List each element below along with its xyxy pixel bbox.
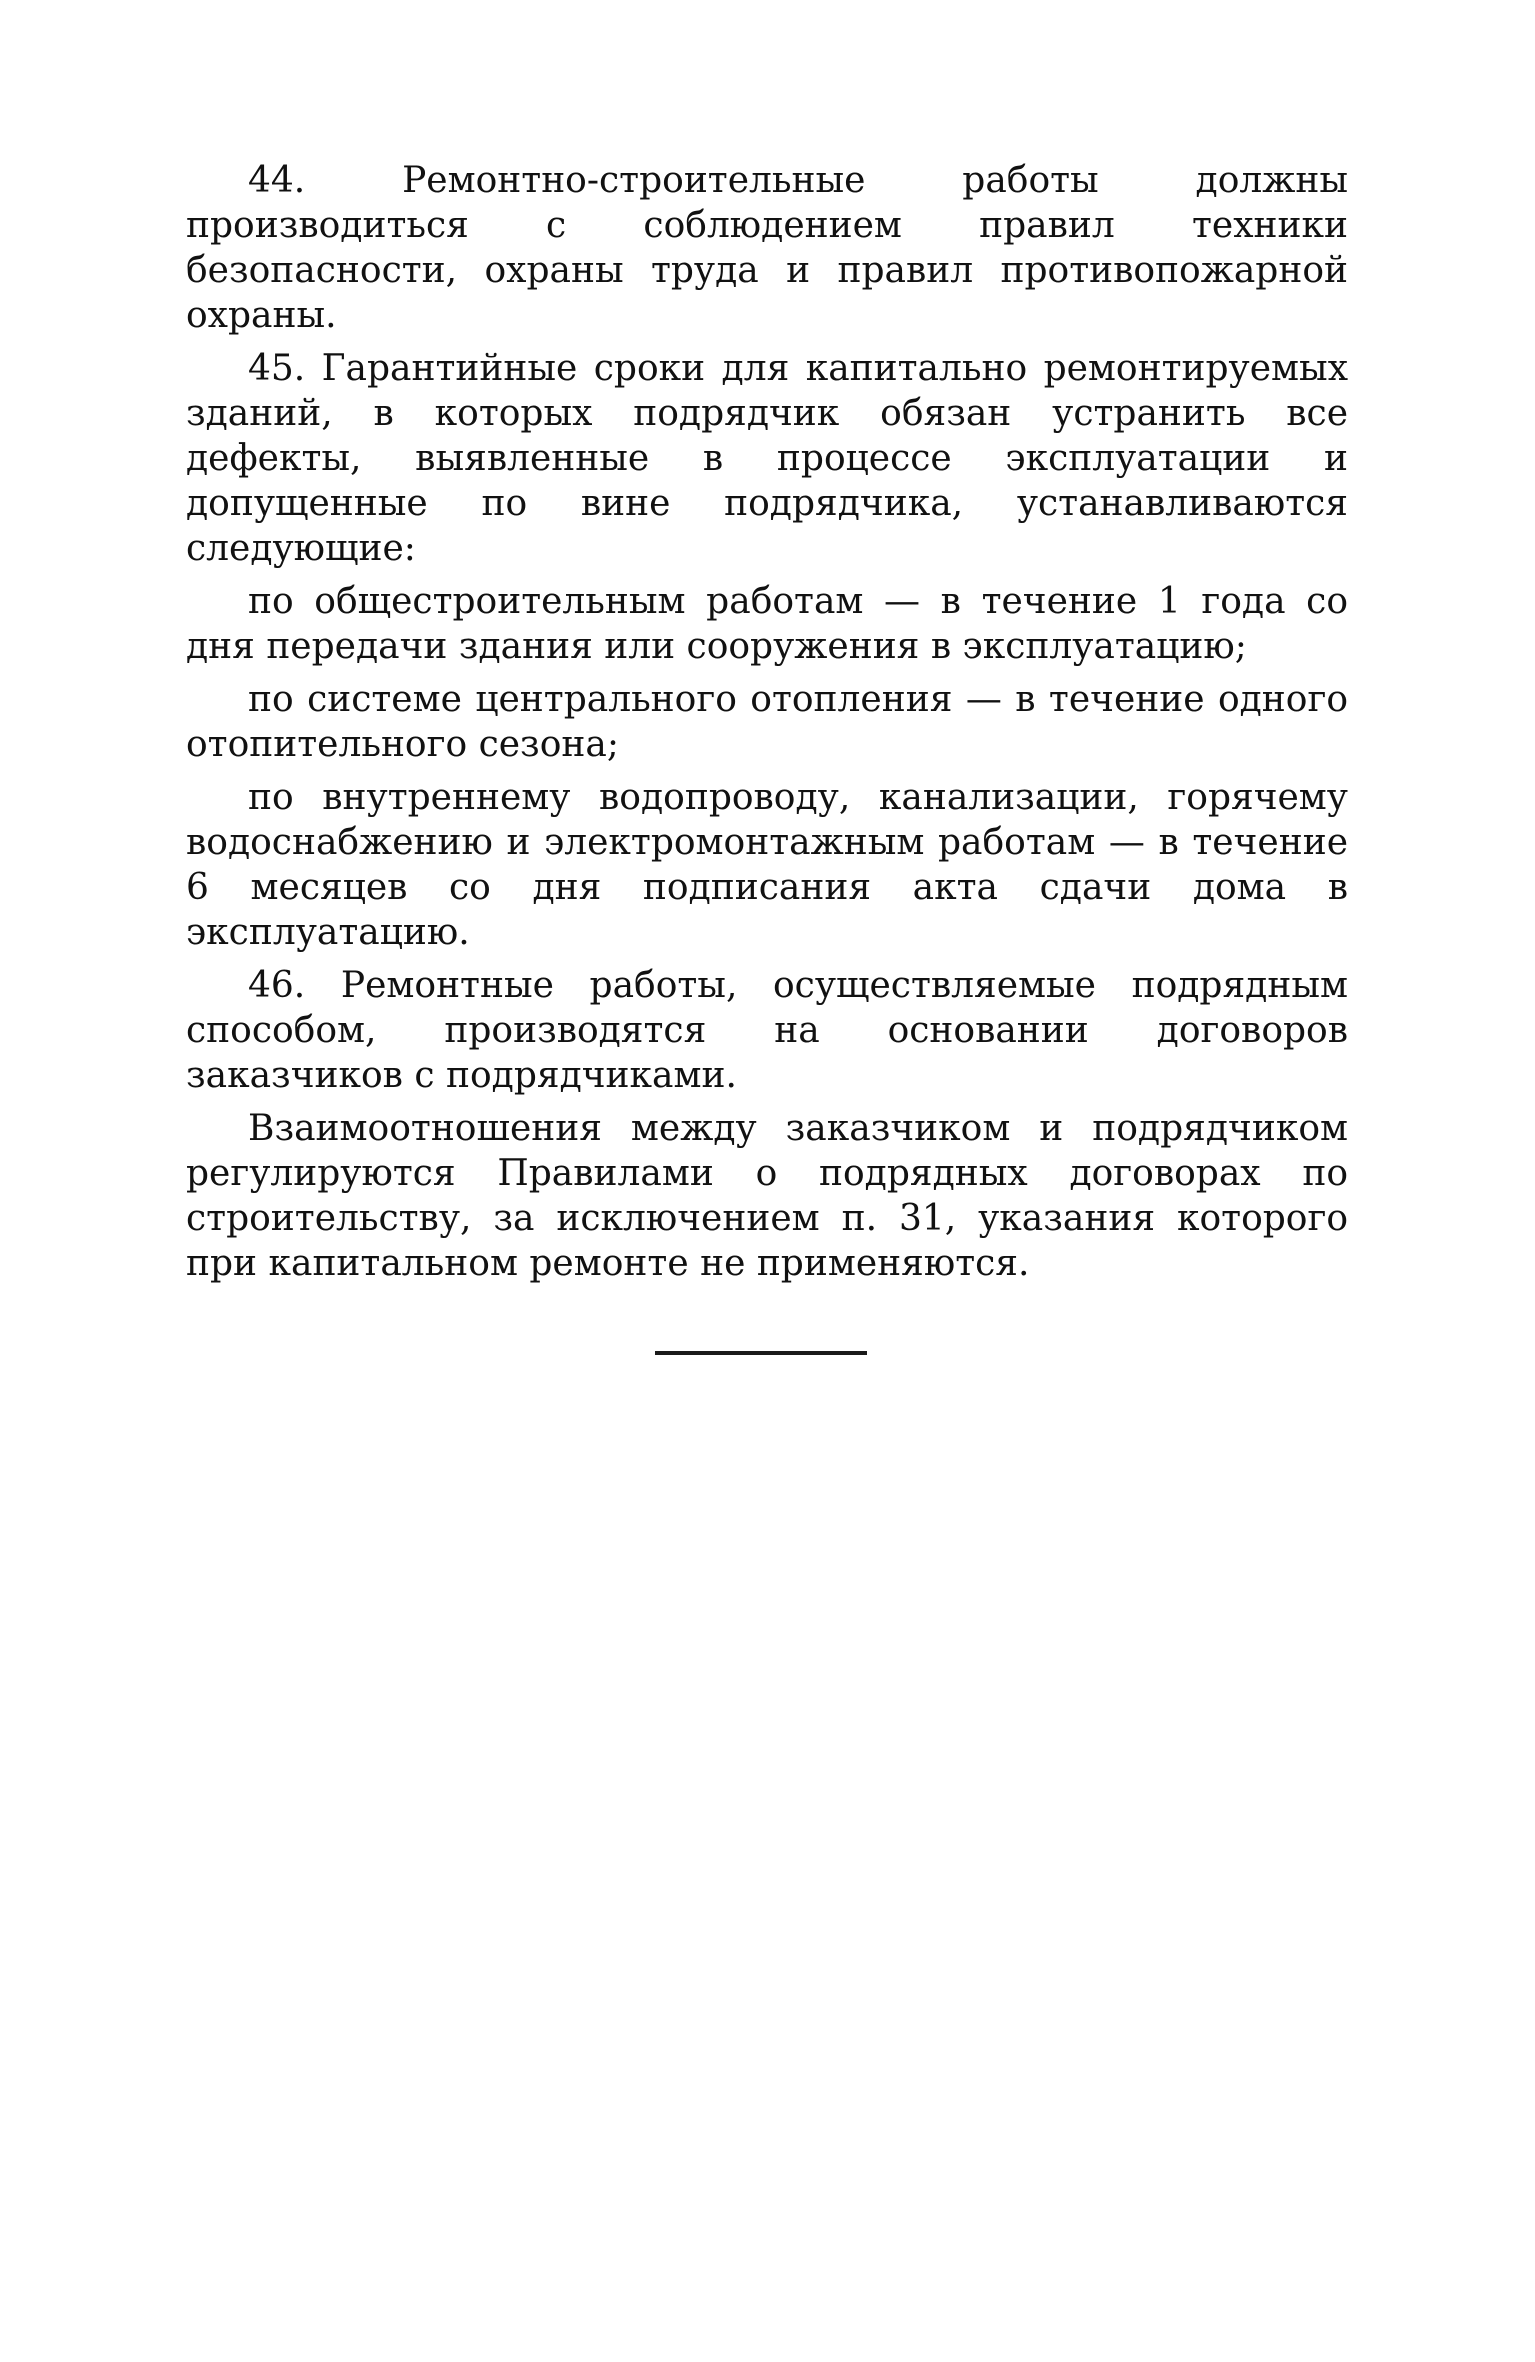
document-body (186, 158, 1348, 1294)
end-divider (655, 1351, 867, 1355)
paragraph-44: 44. Ремонтно-строительные работы должны производиться с соблюдением правил техники безопасности, охраны труда и правил противопожарной охраны. (186, 160, 1348, 336)
paragraph-46: 46. Ремонтные работы, осуществляемые подрядным способом, производятся на основании договоров заказчиков с подрядчиками. (186, 965, 1348, 1096)
paragraph-45-central-heating: по системе центрального отопления — в течение одного отопительного сезона; (186, 679, 1348, 765)
paragraph-45: 45. Гарантийные сроки для капитально ремонтируемых зданий, в которых подрядчик обязан устранить все дефекты, выявленные в процессе эксплуатации и допущенные по вине подрядчика, устанавливаются следующие: (186, 348, 1348, 569)
paragraph-45-general-construction: по общестроительным работам — в течение 1 года со дня передачи здания или сооружения в эксплуатацию; (186, 581, 1348, 667)
paragraph-46-relations: Взаимоотношения между заказчиком и подрядчиком регулируются Правилами о подрядных договорах по строительству, за исключением п. 31, указания которого при капитальном ремонте не применяются. (186, 1108, 1348, 1284)
paragraph-45-plumbing-electrical: по внутреннему водопроводу, канализации, горячему водоснабжению и электромонтажным работам — в течение 6 месяцев со дня подписания акта сдачи дома в эксплуатацию. (186, 777, 1348, 953)
